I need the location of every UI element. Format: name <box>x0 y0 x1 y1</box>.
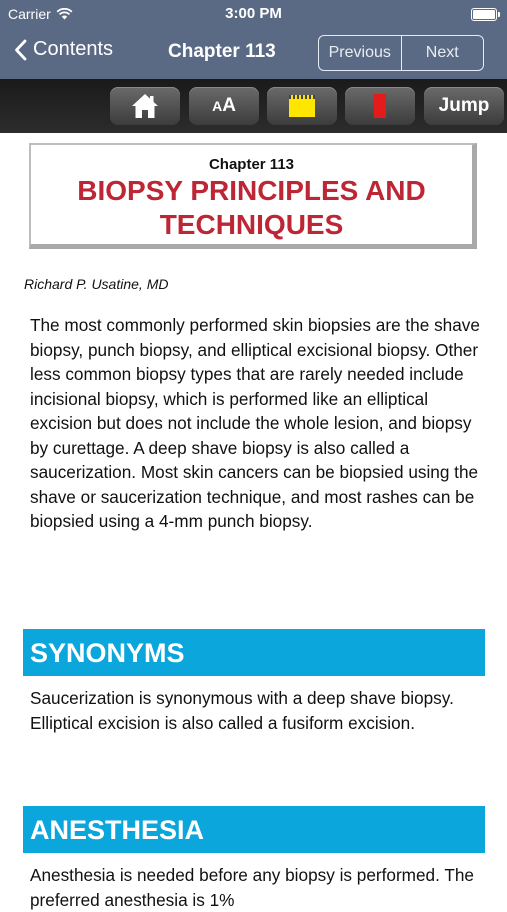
chapter-pager <box>318 35 484 71</box>
font-size-small-glyph: A <box>212 98 223 114</box>
section-body-synonyms: Saucerization is synonymous with a deep shave biopsy. Elliptical excision is also called a fusiform excision. <box>30 688 454 733</box>
home-button[interactable] <box>110 87 180 125</box>
font-size-button[interactable] <box>189 87 259 125</box>
bookmark-button[interactable] <box>345 87 415 125</box>
intro-paragraph: The most commonly performed skin biopsies are the shave biopsy, punch biopsy, and elliptical excisional biopsy. Other less common biopsy types that are rarely needed include incisional biopsy, which is performed like an elliptical excision but does not include the whole lesion, and biopsy by curettage. A deep shave biopsy is also called a saucerization. Most skin cancers can be biopsied using the shave or saucerization technique, and most rashes can be biopsied using a 4-mm punch biopsy. <box>30 315 480 531</box>
section-heading-anesthesia: ANESTHESIA <box>23 806 485 853</box>
jump-button[interactable]: Jump <box>424 87 504 125</box>
author-name: Richard P. Usatine, MD <box>24 276 169 292</box>
section-body-anesthesia: Anesthesia is needed before any biopsy is performed. The preferred anesthesia is 1% <box>30 865 474 910</box>
back-button[interactable] <box>14 38 113 61</box>
section-heading-synonyms: SYNONYMS <box>23 629 485 676</box>
chapter-title-line-1: BIOPSY PRINCIPLES AND <box>77 175 426 206</box>
battery-icon <box>471 8 497 21</box>
next-button[interactable]: Next <box>401 36 484 70</box>
status-bar <box>0 0 507 28</box>
navigation-bar <box>0 28 507 79</box>
font-size-large-glyph: A <box>222 95 236 116</box>
toolbar <box>0 79 507 133</box>
chapter-title-box <box>29 143 477 249</box>
clock: 3:00 PM <box>225 5 282 22</box>
bookmark-icon <box>374 94 386 118</box>
home-icon <box>130 92 160 120</box>
back-label: Contents <box>33 38 114 60</box>
nav-title: Chapter 113 <box>168 41 276 62</box>
carrier-label: Carrier <box>8 6 51 22</box>
chapter-title-line-2: TECHNIQUES <box>159 209 344 240</box>
notes-button[interactable] <box>267 87 337 125</box>
chevron-left-icon <box>14 39 27 61</box>
note-icon <box>289 95 315 117</box>
chapter-label: Chapter 113 <box>208 156 295 173</box>
chapter-title <box>31 174 472 242</box>
previous-button[interactable]: Previous <box>328 44 391 61</box>
